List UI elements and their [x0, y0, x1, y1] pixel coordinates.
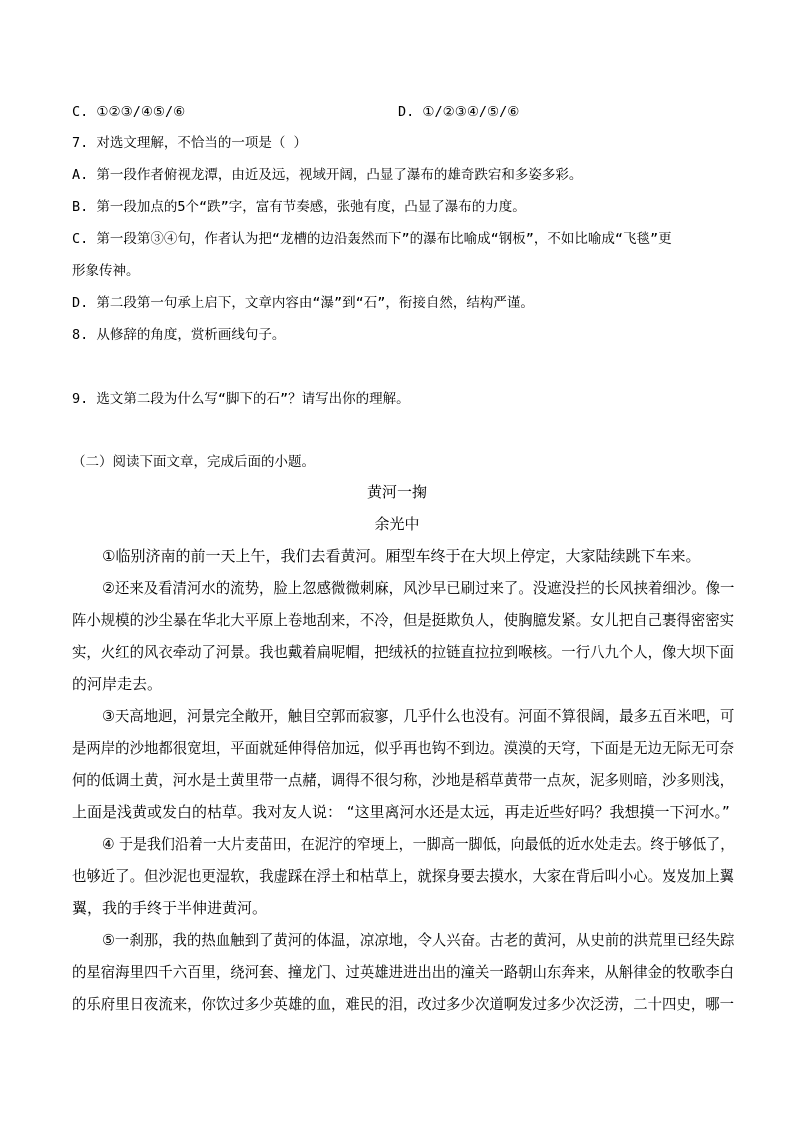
paragraph-line: 的乐府里日夜流来，你饮过多少英雄的血，难民的泪，改过多少次道啊发过多少次泛涝，二十四史，哪一: [72, 995, 735, 1013]
question-7-option-c-line2: 形象传神。: [72, 263, 140, 279]
paragraph-line: 何的低调土黄，河水是土黄里带一点赭，调得不很匀称，沙地是稻草黄带一点灰，泥多则暗，沙多则浅，: [72, 771, 735, 789]
option-d: D. ①/②③④/⑤/⑥: [398, 104, 520, 120]
paragraph-line: 阵小规模的沙尘暴在华北大平原上卷地刮来，不冷，但是挺欺负人，使胸臆发紧。女儿把自己裹得密密实: [72, 611, 735, 629]
paragraph-line: 的星宿海里四千六百里，绕河套、撞龙门、过英雄进进出出的潼关一路朝山东奔来，从斛律金的牧歌李白: [72, 963, 735, 981]
question-9: 9. 选文第二段为什么写“脚下的石”？请写出你的理解。: [72, 391, 410, 407]
question-7-option-a: A. 第一段作者俯视龙潭，由近及远，视域开阔，凸显了瀑布的雄奇跌宕和多姿多彩。: [72, 167, 583, 183]
paragraph-line: ③天高地迥，河景完全敞开，触目空郭而寂寥，几乎什么也没有。河面不算很阔，最多五百米吧，可: [102, 707, 735, 725]
paragraph-line: 实，火红的风衣牵动了河景。我也戴着扁呢帽，把绒袄的拉链直拉拉到喉核。一行八九个人，像大坝下面: [72, 643, 735, 661]
option-c: C. ①②③/④⑤/⑥: [72, 104, 186, 120]
paragraph-line: 的河岸走去。: [72, 675, 163, 693]
question-7-option-d: D. 第二段第一句承上启下，文章内容由“瀑”到“石”，衔接自然，结构严谨。: [72, 295, 534, 311]
paragraph-line: 翼，我的手终于半伸进黄河。: [72, 899, 268, 917]
question-7: 7. 对选文理解，不恰当的一项是（ ）: [72, 135, 308, 151]
paragraph-line: ④ 于是我们沿着一大片麦苗田，在泥泞的窄埂上，一脚高一脚低，向最低的近水处走去。终于够低了，: [102, 835, 735, 853]
paragraph-line: 是两岸的沙地都很宽坦，平面就延伸得倍加远，似乎再也钩不到边。漠漠的天穹，下面是无边无际无可奈: [72, 739, 735, 757]
question-7-option-b: B. 第一段加点的5个“跌”字，富有节奏感，张弛有度，凸显了瀑布的力度。: [72, 199, 526, 215]
paragraph-line: ⑤一刹那，我的热血触到了黄河的体温，凉凉地，令人兴奋。古老的黄河，从史前的洪荒里已经失踪: [102, 931, 735, 949]
paragraph-line: 上面是浅黄或发白的枯草。我对友人说： “这里离河水还是太远，再走近些好吗？我想摸一下河水。”: [72, 803, 730, 821]
paragraph-line: ②还来及看清河水的流势，脸上忽感微微刺麻，风沙早已刷过来了。没遮没拦的长风挟着细沙。像一: [102, 579, 735, 597]
question-7-option-c-line1: C. 第一段第③④句，作者认为把“龙槽的边沿轰然而下”的瀑布比喻成“钢板”，不如比喻成“飞毯”更: [72, 231, 672, 247]
paragraph-line: ①临别济南的前一天上午，我们去看黄河。厢型车终于在大坝上停定，大家陆续跳下车来。: [102, 547, 701, 565]
article-author: 余光中: [374, 515, 420, 533]
section-heading: （二）阅读下面文章，完成后面的小题。: [72, 454, 315, 470]
paragraph-line: 也够近了。但沙泥也更湿软，我虚踩在浮土和枯草上，就探身要去摸水，大家在背后叫小心。岌岌加上翼: [72, 867, 735, 885]
article-title: 黄河一掬: [366, 483, 427, 501]
question-8: 8. 从修辞的角度，赏析画线句子。: [72, 327, 286, 343]
